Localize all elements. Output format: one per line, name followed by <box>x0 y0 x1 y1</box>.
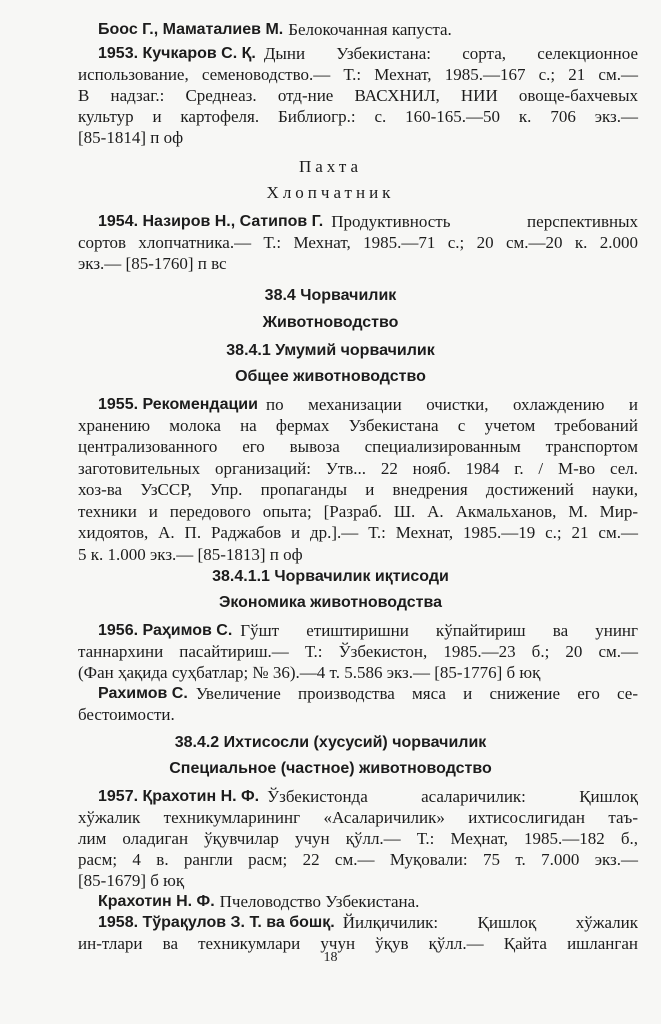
entry-line <box>78 502 638 522</box>
entry-line <box>98 20 638 40</box>
entry-text: Белокочанная капуста. <box>288 20 452 39</box>
entry-line <box>98 913 638 933</box>
entry-text: хўжалик техникумларининг «Асаларичилик» ихтисослигидан таъ- <box>78 808 638 827</box>
page-number: 18 <box>323 950 338 965</box>
entry-line <box>78 459 638 479</box>
entry-line <box>78 416 638 436</box>
entry-text: Дыни Узбекистана: сорта, селекционное <box>263 44 638 63</box>
section-heading: 38.4 Чорвачилик <box>264 287 397 304</box>
entry-text: культур и картофеля. Библиогр.: с. 160-165.—50 к. 706 экз.— <box>78 107 638 126</box>
entry-text: Пчеловодство Узбекистана. <box>219 892 420 911</box>
entry-text: централизованного его вывоза специализированным транспортом <box>78 437 638 456</box>
entry-line <box>98 395 638 415</box>
entry-line <box>78 663 638 683</box>
entry-author: 1955. Рекомендации <box>98 396 258 413</box>
section-heading: Экономика животноводства <box>218 594 443 611</box>
entry-text: Йилқичилик: Қишлоқ хўжалик <box>342 913 638 932</box>
entry-text: сортов хлопчатника.— Т.: Мехнат, 1985.—71 с.; 20 см.—20 к. 2.000 <box>78 233 638 252</box>
entry-line <box>78 642 638 662</box>
entry-line <box>98 212 638 232</box>
entry-text: хидоятов, А. П. Раджабов и др.].— Т.: Мехнат, 1985.—19 с.; 21 см.— <box>78 523 638 542</box>
entry-text: ин-тлари ва техникумлари учун ўқув қўлл.— Қайта ишланган <box>78 934 638 953</box>
entry-line <box>78 545 638 565</box>
entry-text: техники и передового опыта; [Разраб. Ш. А. Акмальханов, М. Мир- <box>78 502 638 521</box>
entry-text: [85-1814] п оф <box>78 128 184 147</box>
entry-text: 5 к. 1.000 экз.— [85-1813] п оф <box>78 545 303 564</box>
entry-line <box>78 480 638 500</box>
entry-author: Боос Г., Маматалиев М. <box>98 21 284 38</box>
entry-author: 1953. Кучкаров С. Қ. <box>98 45 256 62</box>
section-heading: 38.4.2 Ихтисосли (хусусий) чорвачилик <box>174 734 487 751</box>
entry-text: Гўшт етиштиришни кўпайтириш ва унинг <box>240 621 638 640</box>
entry-line <box>78 523 638 543</box>
entry-text: заготовительных организаций: Утв... 22 нояб. 1984 г. / М-во сел. <box>78 459 638 478</box>
entry-line <box>98 787 638 807</box>
entry-text: использование, семеноводство.— Т.: Мехнат, 1985.—167 с.; 21 см.— <box>78 65 638 84</box>
section-heading: Животноводство <box>262 314 399 331</box>
entry-author: Рахимов С. <box>98 685 188 702</box>
entry-text: бестоимости. <box>78 705 175 724</box>
section-heading: 38.4.1.1 Чорвачилик иқтисоди <box>212 568 449 585</box>
entry-line <box>78 850 638 870</box>
entry-author: 1954. Назиров Н., Сатипов Г. <box>98 213 324 230</box>
entry-line <box>98 684 638 704</box>
entry-line <box>78 829 638 849</box>
entry-text: Увеличение производства мяса и снижение его се- <box>195 684 638 703</box>
entry-author: 1956. Раҳимов С. <box>98 622 233 639</box>
entry-line <box>78 437 638 457</box>
section-heading: Специальное (частное) животноводство <box>169 760 492 777</box>
entry-line <box>78 233 638 253</box>
entry-line <box>78 871 638 891</box>
entry-text: по механизации очистки, охлаждению и <box>265 395 638 414</box>
section-heading: 38.4.1 Умумий чорвачилик <box>226 342 435 359</box>
entry-line <box>78 808 638 828</box>
entry-author: 1958. Тўрақулов З. Т. ва бошқ. <box>98 914 335 931</box>
entry-line <box>78 65 638 85</box>
entry-text: Ўзбекистонда асаларичилик: Қишлоқ <box>267 787 638 806</box>
entry-text: хранению молока на фермах Узбекистана с учетом требований <box>78 416 638 435</box>
entry-text: таннархини пасайтириш.— Т.: Ўзбекистон, 1985.—23 б.; 20 см.— <box>78 642 638 661</box>
entry-text: Продуктивность перспективных <box>331 212 638 231</box>
entry-line <box>78 254 638 274</box>
entry-line <box>98 44 638 64</box>
entry-line <box>78 705 638 725</box>
entry-line <box>98 621 638 641</box>
section-heading: Общее животноводство <box>235 368 426 385</box>
entry-author: Крахотин Н. Ф. <box>98 893 215 910</box>
entry-text: расм; 4 в. рангли расм; 22 см.— Муқовали: 75 т. 7.000 экз.— <box>78 850 638 869</box>
entry-text: хоз-ва УзССР, Упр. пропаганды и внедрения достижений науки, <box>78 480 638 499</box>
entry-author: 1957. Қрахотин Н. Ф. <box>98 788 260 805</box>
entry-line <box>78 128 638 148</box>
entry-text: экз.— [85-1760] п вс <box>78 254 227 273</box>
entry-text: [85-1679] б юқ <box>78 871 185 890</box>
section-heading: Пахта <box>298 157 363 176</box>
entry-text: В надзаг.: Среднеаз. отд-ние ВАСХНИЛ, НИИ овоще-бахчевых <box>78 86 638 105</box>
section-heading: Хлопчатник <box>266 183 395 202</box>
entry-line <box>78 86 638 106</box>
entry-line <box>98 892 638 912</box>
entry-text: лим оладиган ўқувчилар учун қўлл.— Т.: Меҳнат, 1985.—182 б., <box>78 829 638 848</box>
entry-text: (Фан ҳақида суҳбатлар; № 36).—4 т. 5.586 экз.— [85-1776] б юқ <box>78 663 541 682</box>
entry-line <box>78 107 638 127</box>
